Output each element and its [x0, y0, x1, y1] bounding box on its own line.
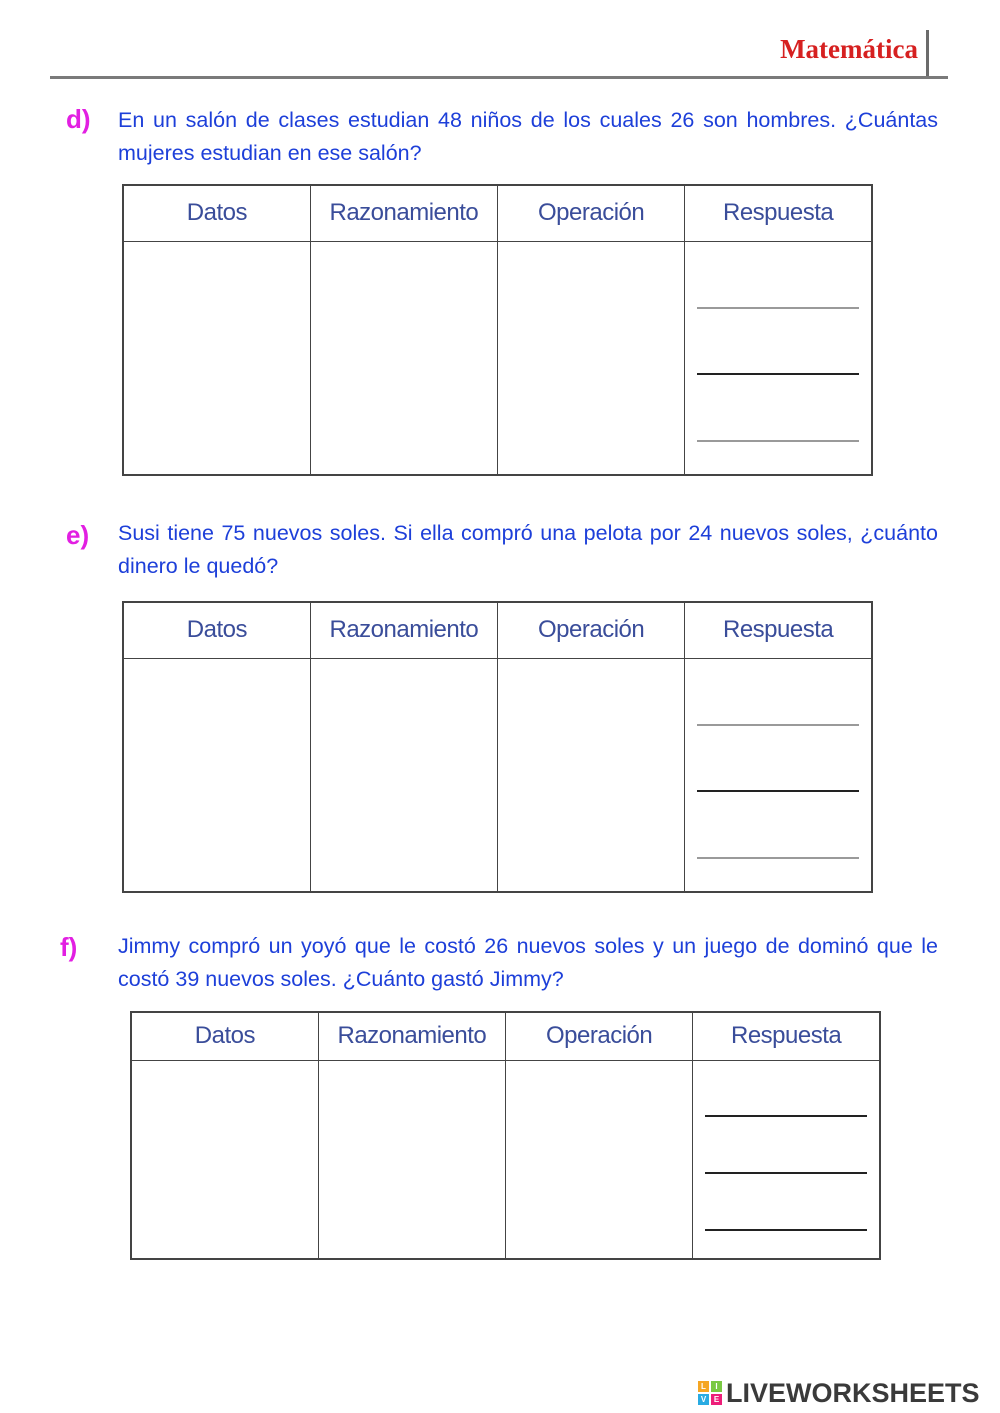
answer-line[interactable]	[697, 307, 859, 309]
header-datos: Datos	[123, 185, 310, 241]
answer-line[interactable]	[697, 440, 859, 442]
header-respuesta: Respuesta	[685, 602, 872, 658]
answer-line[interactable]	[697, 724, 859, 726]
header-razonamiento: Razonamiento	[310, 185, 497, 241]
operacion-cell[interactable]	[498, 658, 685, 892]
header-datos: Datos	[123, 602, 310, 658]
problem-d-table	[122, 184, 873, 476]
problem-f-letter: f)	[60, 932, 78, 962]
header-rule	[50, 76, 948, 79]
problem-d-text: En un salón de clases estudian 48 niños de los cuales 26 son hombres. ¿Cuántas mujeres estudian en ese salón?	[118, 108, 938, 165]
operacion-cell[interactable]	[498, 241, 685, 475]
answer-line[interactable]	[697, 790, 859, 792]
header-operacion: Operación	[498, 602, 685, 658]
answer-line[interactable]	[697, 373, 859, 375]
datos-cell[interactable]	[123, 241, 310, 475]
datos-cell[interactable]	[131, 1060, 318, 1259]
header-divider-vertical	[926, 30, 929, 78]
problem-e-letter: e)	[66, 520, 90, 550]
answer-line[interactable]	[705, 1115, 867, 1117]
problem-d-letter: d)	[66, 104, 91, 134]
operacion-cell[interactable]	[506, 1060, 693, 1259]
problem-e-table	[122, 601, 873, 893]
header-razonamiento: Razonamiento	[318, 1012, 505, 1060]
respuesta-cell	[685, 658, 872, 892]
answer-line[interactable]	[705, 1229, 867, 1231]
header-respuesta: Respuesta	[685, 185, 872, 241]
problem-f-table	[130, 1011, 881, 1260]
logo-squares-icon: L I V E	[698, 1381, 722, 1405]
razonamiento-cell[interactable]	[318, 1060, 505, 1259]
problem-e-text: Susi tiene 75 nuevos soles. Si ella compró una pelota por 24 nuevos soles, ¿cuánto dinero le quedó?	[118, 521, 938, 578]
logo-text: LIVEWORKSHEETS	[726, 1377, 980, 1408]
answer-line[interactable]	[705, 1172, 867, 1174]
header-razonamiento: Razonamiento	[310, 602, 497, 658]
problem-f-text: Jimmy compró un yoyó que le costó 26 nuevos soles y un juego de dominó que le costó 39 nuevos soles. ¿Cuánto gastó Jimmy?	[118, 934, 938, 991]
datos-cell[interactable]	[123, 658, 310, 892]
header-datos: Datos	[131, 1012, 318, 1060]
header-respuesta: Respuesta	[693, 1012, 880, 1060]
page-title: Matemática	[780, 34, 918, 64]
liveworksheets-logo	[698, 1378, 980, 1408]
razonamiento-cell[interactable]	[310, 658, 497, 892]
header-operacion: Operación	[498, 185, 685, 241]
razonamiento-cell[interactable]	[310, 241, 497, 475]
header-operacion: Operación	[506, 1012, 693, 1060]
answer-line[interactable]	[697, 857, 859, 859]
respuesta-cell	[693, 1060, 880, 1259]
respuesta-cell	[685, 241, 872, 475]
